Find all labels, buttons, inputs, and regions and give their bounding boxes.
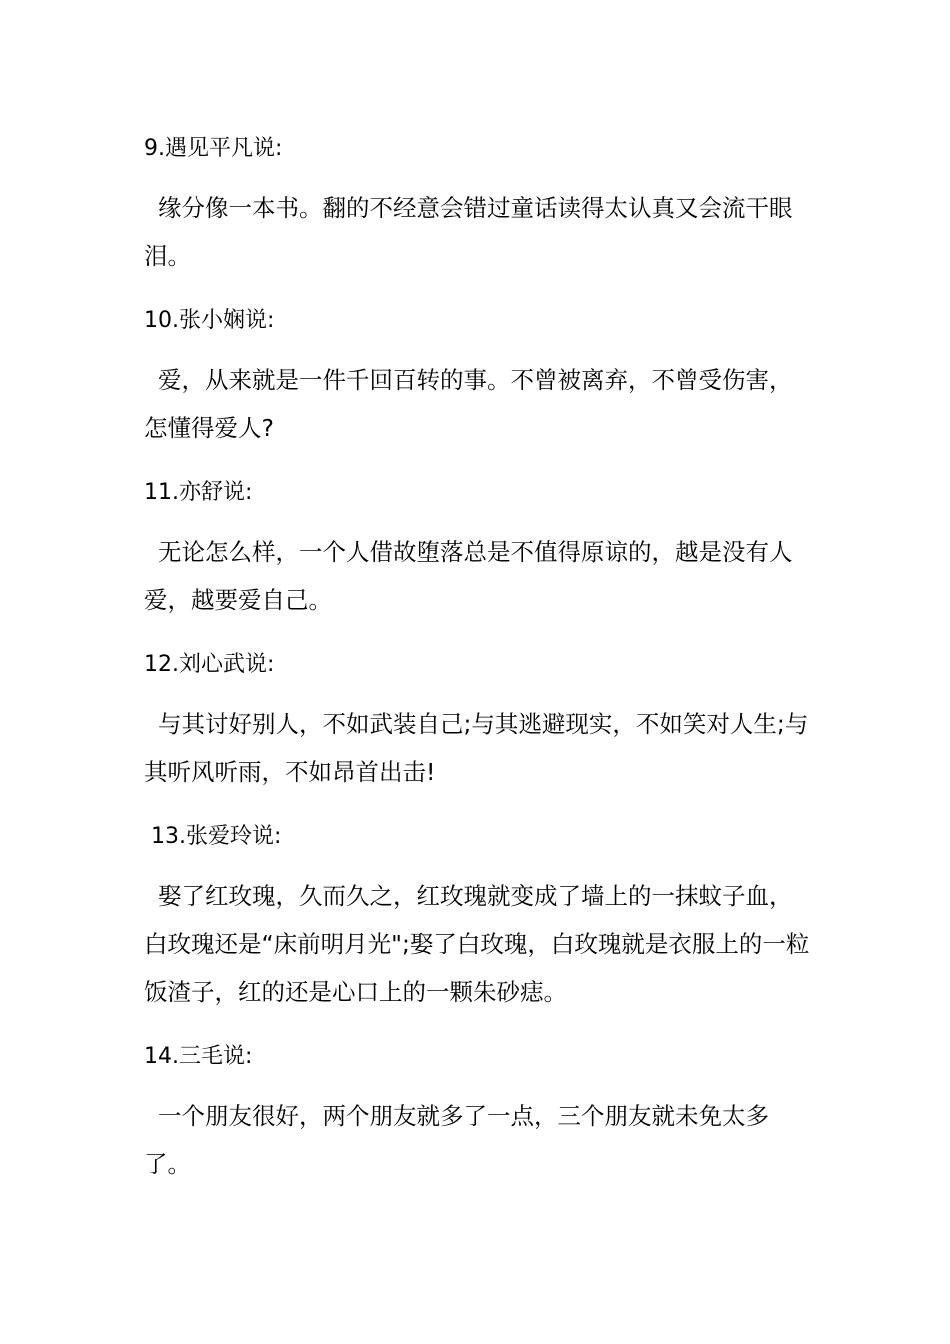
quote-text: 爱，从来就是一件千回百转的事。不曾被离弃，不曾受伤害，怎懂得爱人? bbox=[144, 366, 793, 442]
quote-author-heading: 10.张小娴说: bbox=[144, 308, 275, 333]
quote-text: 缘分像一本书。翻的不经意会错过童话读得太认真又会流干眼泪。 bbox=[144, 194, 793, 270]
quote-author-heading: 14.三毛说: bbox=[144, 1044, 253, 1069]
quote-text: 与其讨好别人，不如武装自己;与其逃避现实，不如笑对人生;与其听风听雨，不如昂首出击! bbox=[144, 710, 809, 786]
quote-author-heading: 12.刘心武说: bbox=[144, 652, 275, 677]
quote-entry bbox=[144, 650, 814, 796]
quote-author-heading: 9.遇见平凡说: bbox=[144, 136, 283, 161]
quote-author-heading: 13.张爱玲说: bbox=[151, 824, 282, 849]
quote-entry bbox=[144, 822, 814, 1016]
quote-entry bbox=[144, 134, 814, 280]
quote-entry bbox=[144, 478, 814, 624]
quote-author-heading: 11.亦舒说: bbox=[144, 480, 253, 505]
quote-entry bbox=[144, 306, 814, 452]
quote-text: 一个朋友很好，两个朋友就多了一点，三个朋友就未免太多了。 bbox=[144, 1102, 769, 1178]
quote-text: 无论怎么样，一个人借故堕落总是不值得原谅的，越是没有人爱，越要爱自己。 bbox=[144, 538, 793, 614]
quote-entry bbox=[144, 1042, 814, 1188]
quote-text: 娶了红玫瑰，久而久之，红玫瑰就变成了墙上的一抹蚊子血，白玫瑰还是“床前明月光";娶了白玫瑰，白玫瑰就是衣服上的一粒饭渣子，红的还是心口上的一颗朱砂痣。 bbox=[144, 882, 810, 1006]
